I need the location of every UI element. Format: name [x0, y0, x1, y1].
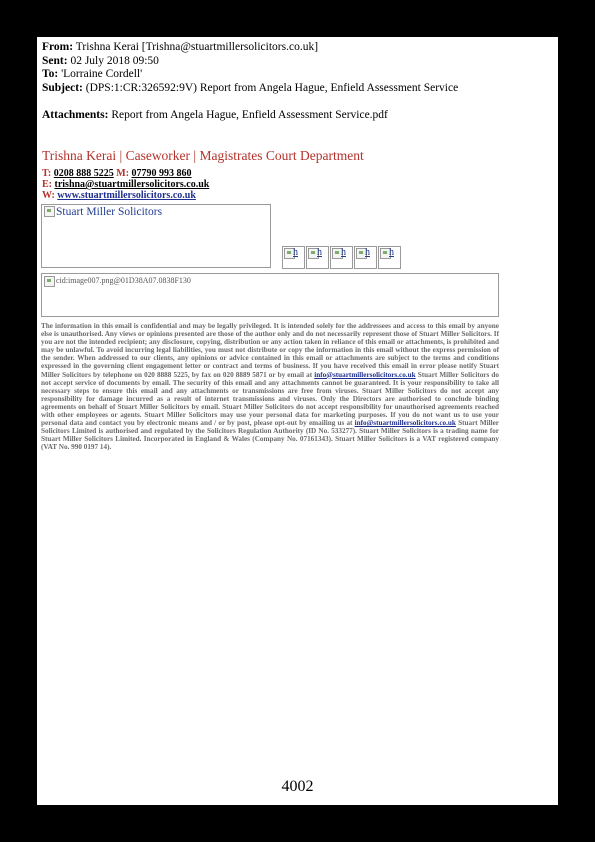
disclaimer-email-link-2[interactable]: info@stuartmillersolicitors.co.uk: [354, 419, 456, 428]
broken-image-icon: [44, 276, 55, 287]
signature-web-line: W: www.stuartmillersolicitors.co.uk: [42, 190, 196, 201]
attachments-line: Attachments: Report from Angela Hague, Enfield Assessment Service.pdf: [42, 109, 388, 121]
website-link[interactable]: www.stuartmillersolicitors.co.uk: [57, 190, 196, 201]
from-line: From: Trishna Kerai [Trishna@stuartmillersolicitors.co.uk]: [42, 41, 319, 53]
signature-phone-line: T: 0208 888 5225 M: 07790 993 860: [42, 168, 192, 179]
social-icon-1[interactable]: h: [282, 246, 305, 269]
mobile-link[interactable]: 07790 993 860: [131, 168, 192, 179]
social-icon-4[interactable]: h: [354, 246, 377, 269]
broken-image-icon: [44, 206, 55, 217]
phone-link[interactable]: 0208 888 5225: [53, 168, 114, 179]
company-logo-placeholder[interactable]: Stuart Miller Solicitors: [41, 204, 271, 268]
signature-name: Trishna Kerai | Caseworker | Magistrates Court Department: [42, 148, 364, 163]
social-icon-2[interactable]: h: [306, 246, 329, 269]
email-link[interactable]: trishna@stuartmillersolicitors.co.uk: [54, 179, 210, 190]
to-line: To: 'Lorraine Cordell': [42, 68, 143, 80]
social-icon-3[interactable]: h: [330, 246, 353, 269]
document-page: [37, 37, 558, 805]
page-number: 4002: [281, 778, 314, 795]
sent-line: Sent: 02 July 2018 09:50: [42, 54, 159, 67]
legal-disclaimer: The information in this email is confidential and may be legally privileged. It is intended solely for the addressees and access to this email by anyone else is unauthorised. Any views or opinions presented are those of the author only and do not necessarily represent those of Stuart Miller Solicitors. If you are not the intended recipient; any disclosure, copying, distribution or any action taken in reliance of this email or attachments, is prohibited and may be unlawful. To avoid incurring legal liabilities, you must not distribute or copy the information in this email without the express permission of the sender. When addressed to our clients, any opinions or advice contained in this email or attachments are subject to the terms and conditions expressed in the governing client engagement letter or contract and terms of business. If you have received this email in error please notify Stuart Miller Solicitors by telephone on 020 8888 5225, by fax on 020 8889 5871 or by email at info@stuartmillersolicitors.co.uk Stuart Miller Solicitors do not accept service of documents by email. The security of this email and any attachments cannot be guaranteed. It is your responsibility to take all necessary steps to ensure this email and any attachments or transmissions are free from viruses. Stuart Miller Solicitors do not accept any responsibility for damage incurred as a result of internet transmissions and viruses. Only the Directors are authorised to conclude binding agreements on behalf of Stuart Miller Solicitors by email. Stuart Miller Solicitors do not accept responsibility for unauthorised agreements reached with other employees or agents. Stuart Miller Solicitors may use your personal data for marketing purposes. If you do not want us to use your personal data and contact you by electronic means and / or by post, please opt-out by emailing us at info@stuartmillersolicitors.co.uk Stuart Miller Solicitors Limited is authorised and regulated by the Solicitors Regulation Authority (ID No. 533277). Stuart Miller Solicitors is a trading name for Stuart Miller Solicitors Limited. Incorporated in England & Wales (Company No. 07161343). Stuart Miller Solicitors is a VAT registered company (VAT No. 990 0197 14).: [41, 322, 499, 452]
social-icon-5[interactable]: h: [378, 246, 401, 269]
signature-banner-placeholder: cid:image007.png@01D38A07.0838F130: [41, 273, 499, 317]
signature-email-line: E: trishna@stuartmillersolicitors.co.uk: [42, 179, 210, 190]
disclaimer-email-link-1[interactable]: info@stuartmillersolicitors.co.uk: [314, 370, 416, 379]
subject-line: Subject: (DPS:1:CR:326592:9V) Report from Angela Hague, Enfield Assessment Service: [42, 81, 459, 94]
